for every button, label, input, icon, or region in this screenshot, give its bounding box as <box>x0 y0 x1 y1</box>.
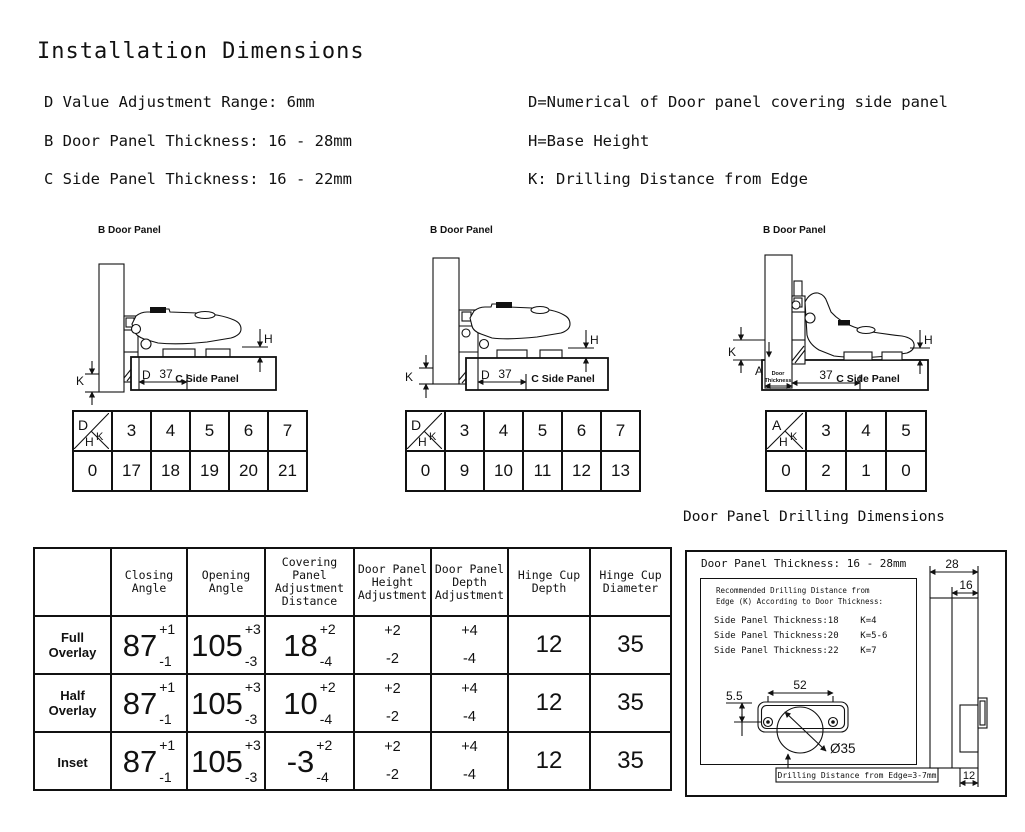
drilling-note-line2: Edge (K) According to Door Thickness: <box>716 597 884 606</box>
adjust-screw <box>195 312 215 319</box>
mount-foot <box>497 350 527 358</box>
svg-text:K: K <box>429 431 437 443</box>
svg-text:H: H <box>590 333 599 347</box>
svg-text:D: D <box>411 417 422 433</box>
svg-text:H: H <box>779 435 788 449</box>
hinge-spec-table <box>33 547 672 791</box>
offset-table-half-overlay <box>405 410 641 492</box>
col-header-opening-angle: Opening Angle <box>187 548 265 616</box>
svg-text:37: 37 <box>819 368 833 382</box>
svg-text:Drilling Distance from Edge=3-: Drilling Distance from Edge=3-7mm <box>777 771 937 780</box>
h-value: 13 <box>601 451 640 491</box>
h-value: 18 <box>151 451 190 491</box>
h-value: 0 <box>73 451 112 491</box>
dim-K <box>405 355 433 398</box>
depth-adjustment-cell: +4 -4 <box>431 616 508 674</box>
svg-text:A: A <box>772 417 782 433</box>
svg-text:K: K <box>76 374 85 388</box>
adjust-screw <box>857 327 875 334</box>
svg-text:37: 37 <box>498 367 512 381</box>
hinge-diagram-half-overlay <box>405 225 608 398</box>
h-value: 0 <box>886 451 926 491</box>
offset-table-full-overlay <box>72 410 308 492</box>
drilling-note-line1: Recommended Drilling Distance from <box>716 586 870 595</box>
height-adjustment-cell: +2 -2 <box>354 616 431 674</box>
spec-row-half-overlay <box>34 674 671 732</box>
h-value: 10 <box>484 451 523 491</box>
row-label: Inset <box>34 732 111 790</box>
h-value: 2 <box>806 451 846 491</box>
drilling-panel-thickness: Door Panel Thickness: 16 - 28mm <box>701 557 907 570</box>
hinge-diagram-inset <box>728 225 933 390</box>
drilling-row-22: Side Panel Thickness:22 K=7 <box>714 646 877 656</box>
svg-text:H: H <box>924 333 933 347</box>
drilling-row-20: Side Panel Thickness:20 K=5-6 <box>714 631 888 641</box>
legend-d: D=Numerical of Door panel covering side panel <box>528 93 948 111</box>
corner-cell-dkh <box>73 411 112 451</box>
depth-adjustment-cell: +4 -4 <box>431 732 508 790</box>
svg-text:37: 37 <box>159 367 173 381</box>
pivot <box>462 329 470 337</box>
svg-text:D: D <box>481 368 490 382</box>
row-label: Full Overlay <box>34 616 111 674</box>
h-value: 0 <box>766 451 806 491</box>
drilling-section-title: Door Panel Drilling Dimensions <box>683 509 945 525</box>
h-value: 9 <box>445 451 484 491</box>
spec-door-panel-thickness: B Door Panel Thickness: 16 - 28mm <box>44 132 352 150</box>
screw-head <box>496 302 512 308</box>
height-adjustment-cell: +2 -2 <box>354 732 431 790</box>
depth-adjustment-cell: +4 -4 <box>431 674 508 732</box>
spec-row-inset <box>34 732 671 790</box>
hinge-arm <box>132 307 242 357</box>
cup-depth-cell: 12 <box>508 674 590 732</box>
pivot <box>132 325 141 334</box>
svg-text:K: K <box>728 345 737 359</box>
mount-foot <box>206 349 230 357</box>
h-value: 12 <box>562 451 601 491</box>
pivot <box>141 339 151 349</box>
legend-k: K: Drilling Distance from Edge <box>528 170 808 188</box>
door-panel <box>433 258 459 384</box>
svg-text:K: K <box>790 431 798 443</box>
mount-foot <box>163 349 195 357</box>
spec-table-header-row <box>34 548 671 616</box>
dim-52-label: 52 <box>793 678 807 692</box>
door-panel <box>765 255 792 388</box>
dim-16-label: 16 <box>959 578 973 592</box>
svg-text:Door: Door <box>771 371 785 377</box>
mount-foot <box>844 352 872 360</box>
opening-angle-cell: 105 +3 -3 <box>187 616 265 674</box>
closing-angle-cell: 87 +1 -1 <box>111 732 187 790</box>
pivot <box>480 340 489 349</box>
col-header-height-adjustment: Door Panel Height Adjustment <box>354 548 431 616</box>
closing-angle-cell: 87 +1 -1 <box>111 674 187 732</box>
cup-diameter-cell: 35 <box>590 674 671 732</box>
col-header-closing-angle: Closing Angle <box>111 548 187 616</box>
drilling-row-18: Side Panel Thickness:18 K=4 <box>714 616 877 626</box>
col-header-cup-diameter: Hinge Cup Diameter <box>590 548 671 616</box>
mount-foot <box>540 350 562 358</box>
svg-text:D: D <box>142 368 151 382</box>
door-panel <box>99 264 124 392</box>
cup-depth-cell: 12 <box>508 732 590 790</box>
door-panel-label: B Door Panel <box>430 225 493 236</box>
k-value: 4 <box>151 411 190 451</box>
adjust-screw <box>531 307 549 314</box>
door-panel-label: B Door Panel <box>763 225 826 236</box>
screw-head <box>838 320 850 326</box>
k-value: 4 <box>846 411 886 451</box>
h-value: 20 <box>229 451 268 491</box>
h-value: 19 <box>190 451 229 491</box>
screw-head <box>150 307 166 313</box>
k-value: 5 <box>190 411 229 451</box>
covering-distance-cell: 10 +2 -4 <box>265 674 354 732</box>
svg-text:12: 12 <box>962 770 976 782</box>
height-adjustment-cell: +2 -2 <box>354 674 431 732</box>
corner-cell-dkh <box>406 411 445 451</box>
legend-h: H=Base Height <box>528 132 650 150</box>
col-header-depth-adjustment: Door Panel Depth Adjustment <box>431 548 508 616</box>
svg-text:A: A <box>755 364 764 378</box>
row-label: Half Overlay <box>34 674 111 732</box>
svg-text:H: H <box>85 435 94 449</box>
k-value: 3 <box>445 411 484 451</box>
k-value: 7 <box>268 411 307 451</box>
opening-angle-cell: 105 +3 -3 <box>187 674 265 732</box>
cup-diameter-cell: 35 <box>590 732 671 790</box>
svg-text:K: K <box>405 370 414 384</box>
k-value: 5 <box>523 411 562 451</box>
door-panel-label: B Door Panel <box>98 225 161 236</box>
col-header-covering-distance: Covering Panel Adjustment Distance <box>265 548 354 616</box>
side-panel-label: C Side Panel <box>531 373 595 385</box>
covering-distance-cell: 18 +2 -4 <box>265 616 354 674</box>
svg-text:Ø35: Ø35 <box>830 741 856 756</box>
k-value: 6 <box>562 411 601 451</box>
k-value: 3 <box>112 411 151 451</box>
h-value: 1 <box>846 451 886 491</box>
offset-table-inset <box>765 410 927 492</box>
pivot <box>792 301 800 309</box>
col-header-cup-depth: Hinge Cup Depth <box>508 548 590 616</box>
h-value: 0 <box>406 451 445 491</box>
svg-text:H: H <box>418 435 427 449</box>
covering-distance-cell: -3 +2 -4 <box>265 732 354 790</box>
hinge-cup <box>792 281 805 364</box>
side-panel-label: C Side Panel <box>175 373 239 385</box>
closing-angle-cell: 87 +1 -1 <box>111 616 187 674</box>
k-value: 6 <box>229 411 268 451</box>
spec-side-panel-thickness: C Side Panel Thickness: 16 - 22mm <box>44 170 352 188</box>
spec-d-adjustment-range: D Value Adjustment Range: 6mm <box>44 93 315 111</box>
svg-text:H: H <box>264 332 273 346</box>
spec-row-full-overlay <box>34 616 671 674</box>
k-value: 3 <box>806 411 846 451</box>
svg-text:5.5: 5.5 <box>726 689 743 703</box>
pivot <box>805 313 815 323</box>
corner-cell-akh <box>766 411 806 451</box>
k-value: 7 <box>601 411 640 451</box>
k-value: 5 <box>886 411 926 451</box>
h-value: 21 <box>268 451 307 491</box>
k-value: 4 <box>484 411 523 451</box>
opening-angle-cell: 105 +3 -3 <box>187 732 265 790</box>
svg-text:K: K <box>96 431 104 443</box>
side-panel-label: C Side Panel <box>836 373 900 385</box>
svg-text:D: D <box>78 417 89 433</box>
mount-foot <box>882 352 902 360</box>
dim-28-label: 28 <box>945 557 959 571</box>
cup-depth-cell: 12 <box>508 616 590 674</box>
h-value: 11 <box>523 451 562 491</box>
dim-K <box>76 361 99 405</box>
page-title: Installation Dimensions <box>37 39 365 64</box>
cup-diameter-cell: 35 <box>590 616 671 674</box>
h-value: 17 <box>112 451 151 491</box>
hinge-arm <box>792 293 914 360</box>
svg-text:Thickness: Thickness <box>764 378 792 384</box>
col-header-blank <box>34 548 111 616</box>
hinge-diagram-full-overlay <box>76 225 276 405</box>
drilling-inner-box <box>700 578 917 765</box>
